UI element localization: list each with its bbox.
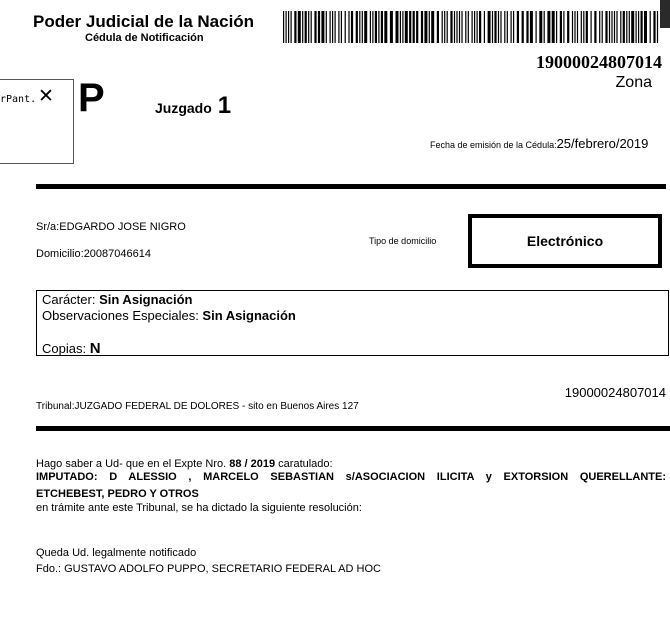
intro-pre: Hago saber a Ud- que en el Expte Nro. [36,458,230,470]
copias-line [42,340,101,357]
domicilio-line [36,248,151,260]
barcode-image [283,11,659,43]
tribunal-number: 19000024807014 [564,385,666,400]
caracter-line [42,292,193,307]
intro-line [36,458,666,470]
section-divider [36,184,666,189]
tipo-domicilio-box [468,214,662,268]
copias-value: N [89,340,101,357]
caratula-line-2: ETCHEBEST, PEDRO Y OTROS [36,488,199,500]
intro-post: caratulado: [275,458,333,470]
fecha-label: Fecha de emisión de la Cédula: [430,140,557,150]
zona-label: Zona [615,74,652,91]
caratula-line-1: IMPUTADO: D ALESSIO , MARCELO SEBASTIAN s/ASOCIACION ILICITA y EXTORSION QUERELLANTE: [36,471,666,483]
destinatario-name: EDGARDO JOSE NIGRO [59,221,186,233]
fecha-value: 25/febrero/2019 [556,136,649,151]
tramite-line: en trámite ante este Tribunal, se ha dictado la siguiente resolución: [36,502,362,514]
juzgado-label: Juzgado [155,100,212,116]
observaciones-label: Observaciones Especiales: [42,308,203,323]
section-divider-2 [36,426,670,431]
expte-number: 88 / 2019 [229,458,276,470]
juzgado-letter: P [78,76,105,120]
domicilio-value: 20087046614 [83,248,151,260]
srla-label: Sr/a: [36,221,60,233]
document-subtitle: Cédula de Notificación [85,32,204,44]
juzgado-number: 1 [217,92,232,119]
destinatario-line [36,221,186,233]
caracter-value: Sin Asignación [99,292,193,307]
fecha-emision [430,135,648,153]
notificado-line: Queda Ud. legalmente notificado [36,547,197,559]
juzgado-heading [155,92,231,120]
screenshot-popup[interactable] [0,79,74,164]
barcode-number: 19000024807014 [536,52,662,72]
tribunal-text: Tribunal:JUZGADO FEDERAL DE DOLORES - sito en Buenos Aires 127 [36,401,359,412]
tipo-domicilio-label: Tipo de domicilio [369,236,437,246]
domicilio-label: Domicilio: [36,248,84,260]
edge-mark [660,0,670,28]
firma-line: Fdo.: GUSTAVO ADOLFO PUPPO, SECRETARIO FEDERAL AD HOC [36,563,381,575]
caracter-label: Carácter: [42,292,100,307]
observaciones-line [42,308,296,323]
tipo-domicilio-value: Electrónico [526,233,604,249]
caracter-box [36,290,669,356]
observaciones-value: Sin Asignación [202,308,296,323]
popup-text: rPant. [0,94,37,105]
close-icon[interactable]: ✕ [38,86,54,107]
court-title: Poder Judicial de la Nación [33,12,255,31]
copias-label: Copias: [42,341,90,356]
